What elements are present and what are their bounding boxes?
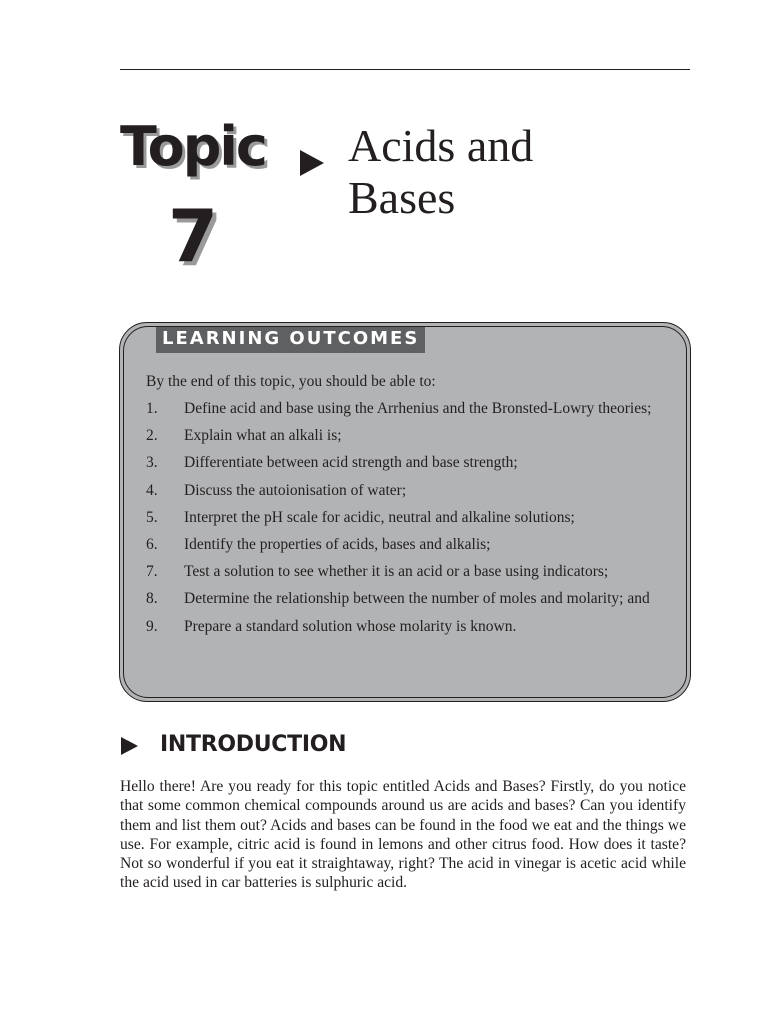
list-item-text: Test a solution to see whether it is an acid or a base using indicators;	[184, 563, 609, 581]
list-item	[146, 589, 664, 608]
chapter-title-line-1: Acids and	[348, 120, 534, 171]
chapter-title	[348, 120, 533, 224]
list-item-text: Define acid and base using the Arrhenius and the Bronsted-Lowry theories;	[184, 400, 652, 417]
list-item	[146, 617, 664, 636]
list-item	[146, 426, 664, 445]
list-item-number: 9.	[146, 617, 158, 635]
topic-number: 7	[168, 194, 219, 278]
learning-outcomes-heading: LEARNING OUTCOMES	[156, 326, 425, 353]
list-item-number: 1.	[146, 400, 158, 417]
introduction-paragraph: Hello there! Are you ready for this topic entitled Acids and Bases? Firstly, do you notice that some common chemical compounds around us are acids and bases? Can you identify them and list them out? Acids and bases can be found in the food we eat and the things we use. For example, citric acid is found in lemons and other citrus food. How does it taste? Not so wonderful if you eat it straightaway, right? The acid in vinegar is acetic acid while the acid used in car batteries is sulphuric acid.	[120, 778, 686, 892]
list-item-number: 6.	[146, 535, 158, 553]
list-item	[146, 481, 664, 500]
introduction-heading: INTRODUCTION	[160, 732, 347, 757]
learning-outcomes-list	[146, 399, 664, 644]
list-item-text: Discuss the autoionisation of water;	[184, 481, 407, 499]
triangle-arrow-icon	[300, 150, 324, 176]
top-rule	[120, 69, 690, 70]
list-item-text: Identify the properties of acids, bases and alkalis;	[184, 535, 491, 553]
list-item-number: 3.	[146, 454, 158, 472]
list-item-number: 8.	[146, 590, 158, 608]
list-item-number: 2.	[146, 427, 158, 445]
chapter-title-line-2: Bases	[348, 172, 456, 223]
learning-outcomes-intro: By the end of this topic, you should be able to:	[146, 373, 436, 390]
list-item	[146, 508, 664, 527]
list-item-text: Interpret the pH scale for acidic, neutral and alkaline solutions;	[184, 508, 575, 526]
list-item-text: Explain what an alkali is;	[184, 427, 342, 445]
list-item	[146, 535, 664, 554]
list-item-text: Determine the relationship between the number of moles and molarity; and	[184, 590, 650, 608]
topic-label: Topic	[120, 115, 266, 178]
list-item-text: Differentiate between acid strength and base strength;	[184, 454, 518, 472]
list-item-number: 5.	[146, 508, 158, 526]
triangle-bullet-icon	[121, 737, 138, 755]
list-item-number: 4.	[146, 481, 158, 499]
learning-outcomes-box	[119, 322, 691, 702]
list-item-number: 7.	[146, 563, 158, 581]
list-item-text: Prepare a standard solution whose molarity is known.	[184, 617, 517, 635]
list-item	[146, 562, 664, 581]
list-item	[146, 399, 664, 418]
list-item	[146, 453, 664, 472]
